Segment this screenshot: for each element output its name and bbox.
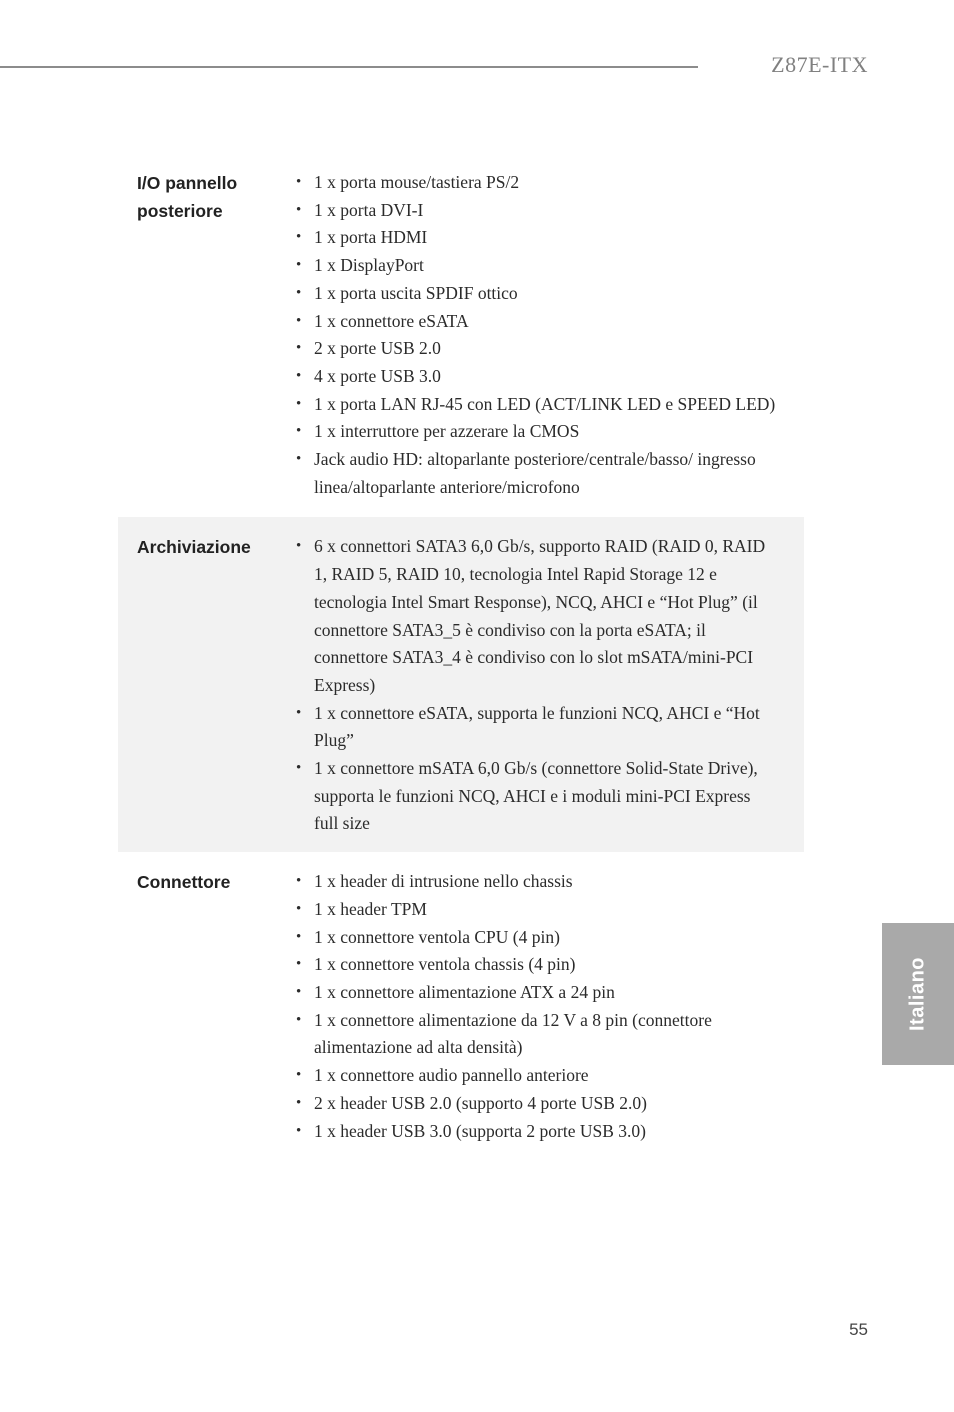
spec-row-storage bbox=[118, 517, 804, 852]
language-tab bbox=[882, 923, 954, 1065]
spec-item: • 1 x header TPM bbox=[314, 896, 776, 924]
bullet-icon: • bbox=[296, 174, 302, 190]
spec-item: • 1 x header USB 3.0 (supporta 2 porte USB 3.0) bbox=[314, 1118, 776, 1146]
bullet-icon: • bbox=[296, 956, 302, 973]
bullet-icon: • bbox=[296, 983, 302, 1000]
spec-table bbox=[118, 160, 804, 1145]
bullet-icon: • bbox=[296, 340, 302, 357]
spec-item: • 1 x DisplayPort bbox=[314, 252, 776, 280]
bullet-icon: • bbox=[296, 201, 302, 218]
bullet-icon: • bbox=[296, 312, 302, 329]
spec-item: • 2 x porte USB 2.0 bbox=[314, 335, 776, 363]
spec-item: • 1 x connettore alimentazione da 12 V a 8 pin (connettore alimentazione ad alta densità) bbox=[314, 1007, 776, 1062]
bullet-icon: • bbox=[296, 900, 302, 917]
language-tab-label: Italiano bbox=[906, 956, 929, 1032]
spec-item: • 2 x header USB 2.0 (supporto 4 porte USB 2.0) bbox=[314, 1090, 776, 1118]
spec-item: • 1 x connettore ventola chassis (4 pin) bbox=[314, 951, 776, 979]
spec-item: • 1 x connettore eSATA, supporta le funzioni NCQ, AHCI e “Hot Plug” bbox=[314, 700, 776, 755]
spec-item: • 1 x porta uscita SPDIF ottico bbox=[314, 280, 776, 308]
bullet-icon: • bbox=[296, 1094, 302, 1111]
spec-item: • 1 x connettore mSATA 6,0 Gb/s (connettore Solid-State Drive), supporta le funzioni NCQ, AHCI e i moduli mini-PCI Express full size bbox=[314, 755, 776, 838]
spec-item: • 1 x connettore audio pannello anteriore bbox=[314, 1062, 776, 1090]
spec-item: • 1 x connettore ventola CPU (4 pin) bbox=[314, 924, 776, 952]
bullet-icon: • bbox=[296, 1067, 302, 1084]
spec-item: • 4 x porte USB 3.0 bbox=[314, 363, 776, 391]
spec-item: • 1 x porta mouse/tastiera PS/2 bbox=[314, 169, 776, 197]
bullet-icon: • bbox=[296, 229, 302, 246]
spec-list-io-panel bbox=[276, 169, 776, 501]
bullet-icon: • bbox=[296, 928, 302, 945]
spec-item: • 1 x interruttore per azzerare la CMOS bbox=[314, 418, 776, 446]
model-name: Z87E-ITX bbox=[771, 52, 868, 77]
bullet-icon: • bbox=[296, 1011, 302, 1028]
spec-label-connector: Connettore bbox=[137, 872, 231, 893]
spec-item: • 1 x porta HDMI bbox=[314, 224, 776, 252]
bullet-icon: • bbox=[296, 423, 302, 440]
header-rule bbox=[0, 66, 698, 68]
bullet-icon: • bbox=[296, 395, 302, 412]
bullet-icon: • bbox=[296, 257, 302, 274]
bullet-icon: • bbox=[296, 873, 302, 890]
spec-item: • 1 x connettore eSATA bbox=[314, 308, 776, 336]
spec-item: • 1 x header di intrusione nello chassis bbox=[314, 868, 776, 896]
page-number: 55 bbox=[849, 1320, 868, 1339]
bullet-icon: • bbox=[296, 451, 302, 468]
bullet-icon: • bbox=[296, 367, 302, 384]
spec-row-io-panel bbox=[118, 160, 804, 517]
spec-label-io-panel: I/O pannello posteriore bbox=[137, 173, 238, 221]
bullet-icon: • bbox=[296, 1122, 302, 1139]
spec-item: • 6 x connettori SATA3 6,0 Gb/s, supporto RAID (RAID 0, RAID 1, RAID 5, RAID 10, tecnologia Intel Rapid Storage 12 e tecnologia Intel Smart Response), NCQ, AHCI e “Hot Plug” (il connettore SATA3_5 è condiviso con la porta eSATA; il connettore SATA3_4 è condiviso con lo slot mSATA/mini-PCI Express) bbox=[314, 533, 776, 699]
bullet-icon: • bbox=[296, 538, 302, 555]
spec-label-storage: Archiviazione bbox=[137, 537, 251, 558]
spec-item: • 1 x porta LAN RJ-45 con LED (ACT/LINK LED e SPEED LED) bbox=[314, 391, 776, 419]
bullet-icon: • bbox=[296, 760, 302, 777]
bullet-icon: • bbox=[296, 284, 302, 301]
spec-item: • 1 x connettore alimentazione ATX a 24 pin bbox=[314, 979, 776, 1007]
spec-list-connector bbox=[276, 868, 776, 1145]
spec-item: • 1 x porta DVI-I bbox=[314, 197, 776, 225]
spec-item: • Jack audio HD: altoparlante posteriore/centrale/basso/ ingresso linea/altoparlante anteriore/microfono bbox=[314, 446, 776, 501]
spec-row-connector bbox=[118, 852, 804, 1145]
spec-list-storage bbox=[276, 533, 776, 838]
bullet-icon: • bbox=[296, 704, 302, 721]
